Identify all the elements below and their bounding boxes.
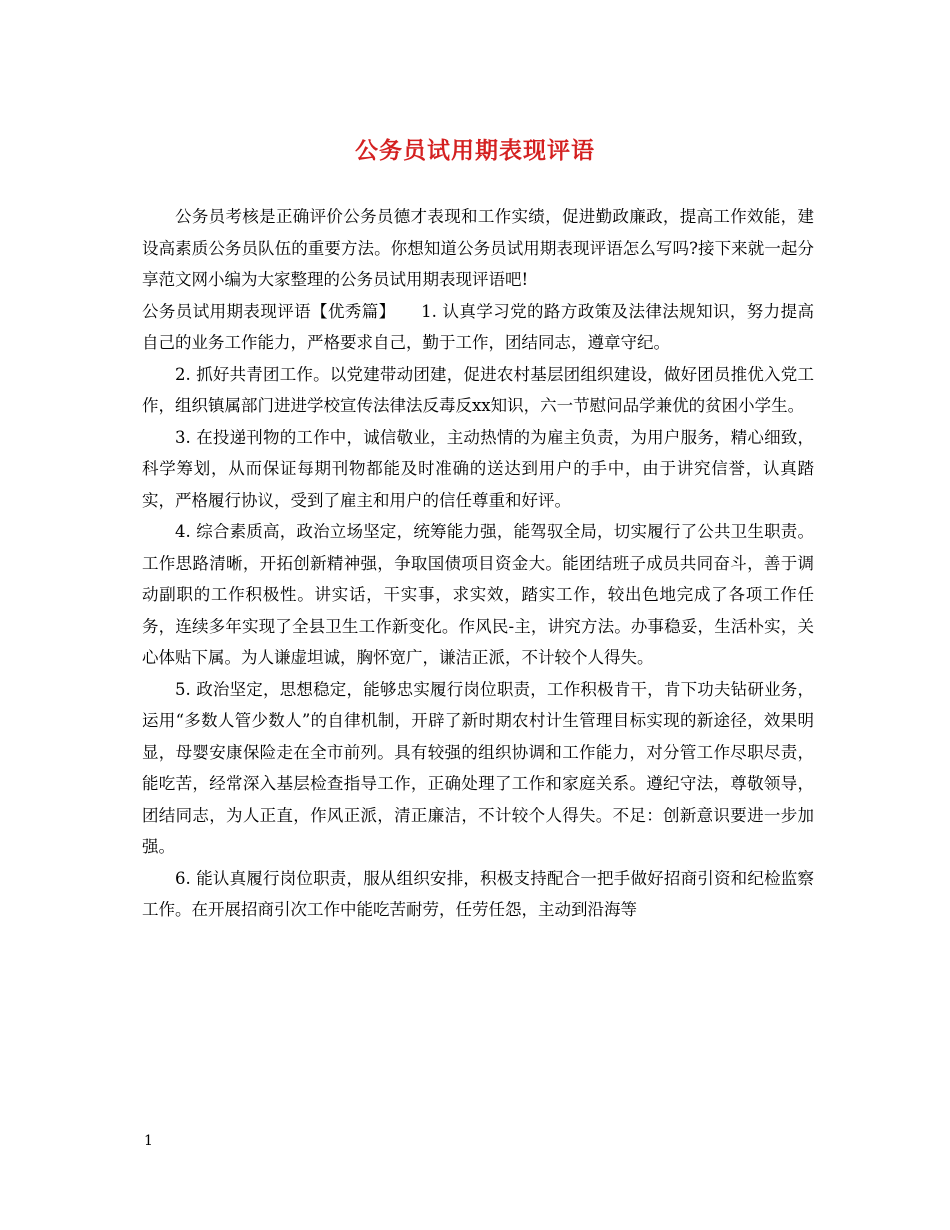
document-body	[142, 201, 814, 926]
page-number: 1	[144, 1133, 153, 1149]
paragraph-item-6: 6. 能认真履行岗位职责，服从组织安排，积极支持配合一把手做好招商引资和纪检监察工作。在开展招商引次工作中能吃苦耐劳，任劳任怨，主动到沿海等	[142, 868, 814, 919]
paragraph-intro: 公务员考核是正确评价公务员德才表现和工作实绩，促进勤政廉政，提高工作效能，建设高素质公务员队伍的重要方法。你想知道公务员试用期表现评语怎么写吗?接下来就一起分享范文网小编为大家整理的公务员试用期表现评语吧!	[142, 207, 814, 289]
paragraph-item-2: 2. 抓好共青团工作。以党建带动团建，促进农村基层团组织建设，做好团员推优入党工作，组织镇属部门进进学校宣传法律法反毒反xx知识，六一节慰问品学兼优的贫困小学生。	[142, 364, 814, 415]
paragraph-item-4: 4. 综合素质高，政治立场坚定，统筹能力强，能驾驭全局，切实履行了公共卫生职责。工作思路清晰，开拓创新精神强，争取国债项目资金大。能团结班子成员共同奋斗，善于调动副职的工作积极性。讲实话，干实事，求实效，踏实工作，较出色地完成了各项工作任务，连续多年实现了全县卫生工作新变化。作风民-主，讲究方法。办事稳妥，生活朴实，关心体贴下属。为人谦虚坦诚，胸怀宽广，谦洁正派，不计较个人得失。	[142, 522, 814, 667]
paragraph-item-1: 公务员试用期表现评语【优秀篇】 1. 认真学习党的路方政策及法律法规知识，努力提高自己的业务工作能力，严格要求自己，勤于工作，团结同志，遵章守纪。	[142, 301, 814, 352]
paragraph-item-3: 3. 在投递刊物的工作中，诚信敬业，主动热情的为雇主负责，为用户服务，精心细致，科学筹划，从而保证每期刊物都能及时准确的送达到用户的手中，由于讲究信誉，认真踏实，严格履行协议，受到了雇主和用户的信任尊重和好评。	[142, 427, 814, 510]
paragraph-item-5: 5. 政治坚定，思想稳定，能够忠实履行岗位职责，工作积极肯干，肯下功夫钻研业务，运用“多数人管少数人”的自律机制，开辟了新时期农村计生管理目标实现的新途径，效果明显，母婴安康保险走在全市前列。具有较强的组织协调和工作能力，对分管工作尽职尽责，能吃苦，经常深入基层检查指导工作，正确处理了工作和家庭关系。遵纪守法，尊敬领导，团结同志，为人正直，作风正派，清正廉洁，不计较个人得失。不足：创新意识要进一步加强。	[142, 679, 814, 856]
document-title: 公务员试用期表现评语	[355, 137, 595, 164]
